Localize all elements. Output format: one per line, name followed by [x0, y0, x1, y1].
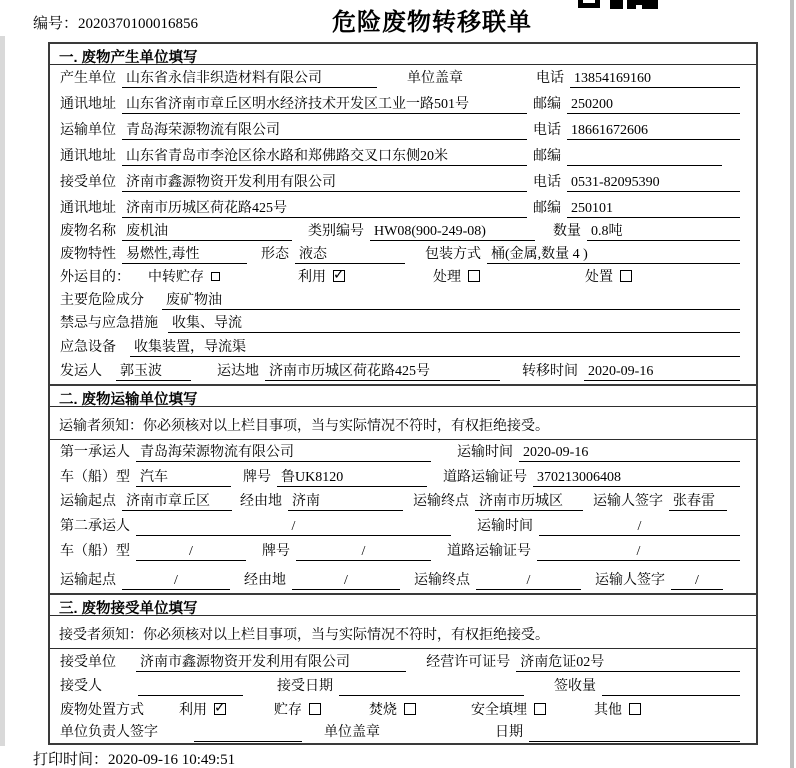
field-value: 2020-09-16 — [584, 362, 740, 381]
field-value: 18661672606 — [567, 121, 740, 140]
field-value — [529, 723, 740, 742]
field-value: 2020-09-16 — [519, 443, 740, 462]
option-label: 利用 — [179, 703, 207, 718]
row-receiver-unit — [50, 169, 756, 195]
row-vehicle-2 — [50, 539, 756, 564]
option-storage — [274, 701, 321, 720]
field-label: 日期 — [495, 725, 523, 740]
field-value: 收集、导流 — [168, 314, 740, 333]
field-label: 废物处置方式 — [60, 703, 144, 718]
field-label: 道路运输证号 — [443, 470, 527, 485]
field-label: 禁忌与应急措施 — [60, 316, 158, 331]
seal-label: 单位盖章 — [407, 71, 463, 86]
receiver-notice: 接受者须知：你必须核对以上栏目事项，当与实际情况不符时，有权拒绝接受。 — [50, 616, 756, 649]
field-value: 汽车 — [136, 468, 231, 487]
field-label: 运输起点 — [60, 494, 116, 509]
print-time-line — [33, 748, 235, 768]
field-value: 山东省永信非织造材料有限公司 — [122, 69, 377, 88]
field-label: 运输时间 — [477, 519, 533, 534]
field-label: 邮编 — [533, 97, 561, 112]
row-transfer-purpose — [50, 267, 756, 290]
row-second-carrier — [50, 514, 756, 539]
field-label: 类别编号 — [308, 224, 364, 239]
field-value: 鲁UK8120 — [277, 468, 427, 487]
row-route-2 — [50, 564, 756, 593]
field-label: 第一承运人 — [60, 445, 130, 460]
field-value: / — [292, 571, 400, 590]
field-value: 山东省青岛市李沧区徐水路和郑佛路交叉口东侧20米 — [122, 147, 527, 166]
field-value: 济南市历城区荷花路425号 — [122, 199, 527, 218]
option-label: 利用 — [298, 270, 326, 285]
field-label: 外运目的： — [60, 270, 130, 285]
row-waste-property — [50, 244, 756, 267]
row-route-1 — [50, 490, 756, 514]
field-label: 通讯地址 — [60, 201, 116, 216]
field-label: 邮编 — [533, 149, 561, 164]
section-receiver-title: 三. 废物接受单位填写 — [50, 595, 756, 616]
print-time-label: 打印时间： — [33, 752, 109, 768]
section-transporter — [50, 384, 756, 593]
option-label: 焚烧 — [369, 703, 397, 718]
field-value — [339, 677, 524, 696]
checkbox-treat — [468, 270, 480, 282]
field-label: 数量 — [553, 224, 581, 239]
field-value: 收集装置，导流渠 — [130, 338, 740, 357]
section-generator — [50, 44, 756, 384]
row-receiver-person — [50, 675, 756, 699]
field-value: HW08(900-249-08) — [370, 222, 535, 241]
qr-block — [627, 5, 636, 9]
field-value: 0531-82095390 — [567, 173, 740, 192]
row-transport-unit — [50, 117, 756, 143]
field-label: 接受日期 — [277, 679, 333, 694]
field-label: 经由地 — [240, 494, 282, 509]
field-label: 废物特性 — [60, 247, 116, 262]
checkbox-utilize — [333, 270, 345, 282]
row-receiver-address — [50, 195, 756, 221]
row-hazard-component — [50, 290, 756, 313]
checkbox-landfill — [534, 703, 546, 715]
field-label: 牌号 — [262, 544, 290, 559]
field-value: 青岛海荣源物流有限公司 — [122, 121, 527, 140]
field-label: 产生单位 — [60, 71, 116, 86]
field-value: / — [122, 571, 230, 590]
option-landfill — [471, 701, 546, 720]
row-producer-address — [50, 91, 756, 117]
field-value — [602, 677, 740, 696]
field-value: / — [136, 517, 451, 536]
row-transport-address — [50, 143, 756, 169]
field-value: 青岛海荣源物流有限公司 — [136, 443, 431, 462]
field-value — [138, 677, 243, 696]
field-label: 运输时间 — [457, 445, 513, 460]
field-value: 济南危证02号 — [516, 653, 740, 672]
checkbox-incinerate — [404, 703, 416, 715]
field-label: 电话 — [533, 123, 561, 138]
field-value: 13854169160 — [570, 69, 740, 88]
field-value: / — [537, 542, 740, 561]
page-edge-right — [790, 0, 794, 768]
option-treat — [433, 268, 480, 287]
field-label: 通讯地址 — [60, 97, 116, 112]
checkbox-dispose — [620, 270, 632, 282]
field-value: 济南市历城区荷花路425号 — [265, 362, 500, 381]
field-label: 邮编 — [533, 201, 561, 216]
field-value: 郭玉波 — [116, 362, 191, 381]
option-label: 中转贮存 — [148, 270, 204, 285]
row-vehicle-1 — [50, 465, 756, 490]
row-emergency-measures — [50, 313, 756, 336]
transporter-notice: 运输者须知：你必须核对以上栏目事项，当与实际情况不符时，有权拒绝接受。 — [50, 407, 756, 440]
print-time-value: 2020-09-16 10:49:51 — [108, 752, 236, 768]
field-value: 济南市历城区 — [475, 492, 583, 511]
field-label: 转移时间 — [522, 364, 578, 379]
field-label: 运输终点 — [414, 573, 470, 588]
field-value: 易燃性,毒性 — [122, 245, 247, 264]
field-label: 车（船）型 — [60, 544, 130, 559]
row-receive-unit — [50, 649, 756, 675]
field-value — [194, 723, 302, 742]
qr-block — [610, 0, 623, 9]
field-label: 通讯地址 — [60, 149, 116, 164]
checkbox-storage — [309, 703, 321, 715]
checkbox-utilize — [214, 703, 226, 715]
field-label: 电话 — [533, 175, 561, 190]
row-first-carrier — [50, 440, 756, 465]
field-label: 包装方式 — [425, 247, 481, 262]
option-label: 处理 — [433, 270, 461, 285]
field-label: 运输人签字 — [593, 494, 663, 509]
field-value: 济南市鑫源物资开发利用有限公司 — [136, 653, 406, 672]
form-title: 危险废物转移联单 — [332, 10, 532, 36]
field-value — [567, 147, 722, 166]
field-value: 济南 — [288, 492, 403, 511]
option-other — [594, 701, 641, 720]
waste-transfer-form — [48, 42, 758, 745]
field-value: 370213006408 — [533, 468, 740, 487]
field-value: 山东省济南市章丘区明水经济技术开发区工业一路501号 — [122, 95, 527, 114]
option-utilize — [298, 268, 345, 287]
field-label: 经由地 — [244, 573, 286, 588]
field-label: 第二承运人 — [60, 519, 130, 534]
field-value: / — [136, 542, 246, 561]
row-emergency-equipment — [50, 336, 756, 360]
qr-code-fragment — [578, 0, 658, 10]
serial-number-line — [33, 12, 198, 33]
option-utilize — [179, 701, 226, 720]
field-value: 0.8吨 — [587, 222, 740, 241]
field-value: 废机油 — [122, 222, 292, 241]
field-label: 发运人 — [60, 364, 102, 379]
field-label: 运输起点 — [60, 573, 116, 588]
field-value: / — [539, 517, 740, 536]
option-label: 处置 — [585, 270, 613, 285]
field-label: 运输人签字 — [595, 573, 665, 588]
field-value: 济南市鑫源物资开发利用有限公司 — [122, 173, 527, 192]
row-responsible-sign — [50, 723, 756, 745]
field-label: 车（船）型 — [60, 470, 130, 485]
field-value: / — [476, 571, 581, 590]
section-receiver — [50, 593, 756, 745]
option-transfer-storage — [148, 268, 220, 287]
field-label: 废物名称 — [60, 224, 116, 239]
field-label: 经营许可证号 — [426, 655, 511, 670]
page-edge-left — [0, 36, 5, 746]
field-label: 电话 — [536, 71, 564, 86]
serial-label: 编号： — [33, 16, 79, 32]
row-disposal-method — [50, 699, 756, 723]
serial-number: 2020370100016856 — [78, 16, 199, 32]
field-value: 张春雷 — [669, 492, 727, 511]
checkbox-other — [629, 703, 641, 715]
field-label: 接受单位 — [60, 655, 116, 670]
row-waste-name — [50, 221, 756, 244]
field-label: 应急设备 — [60, 340, 116, 355]
option-label: 安全填埋 — [471, 703, 527, 718]
qr-eye-icon — [578, 0, 600, 8]
seal-label: 单位盖章 — [324, 725, 380, 740]
field-value: 250200 — [567, 95, 740, 114]
field-label: 运达地 — [217, 364, 259, 379]
field-label: 单位负责人签字 — [60, 725, 158, 740]
qr-block — [642, 5, 658, 9]
field-label: 运输单位 — [60, 123, 116, 138]
field-value: 废矿物油 — [162, 291, 740, 310]
field-label: 主要危险成分 — [60, 293, 144, 308]
field-label: 签收量 — [554, 679, 596, 694]
field-label: 道路运输证号 — [447, 544, 531, 559]
section-generator-title: 一. 废物产生单位填写 — [50, 44, 756, 65]
option-label: 其他 — [594, 703, 622, 718]
field-label: 接受单位 — [60, 175, 116, 190]
field-label: 运输终点 — [413, 494, 469, 509]
section-transporter-title: 二. 废物运输单位填写 — [50, 386, 756, 407]
field-value: / — [671, 571, 723, 590]
option-incinerate — [369, 701, 416, 720]
field-value: 液态 — [295, 245, 405, 264]
row-producer-unit — [50, 65, 756, 91]
option-dispose — [585, 268, 632, 287]
field-label: 形态 — [261, 247, 289, 262]
checkbox-transfer-storage — [211, 272, 220, 281]
field-value: 济南市章丘区 — [122, 492, 232, 511]
field-label: 牌号 — [243, 470, 271, 485]
field-value: / — [296, 542, 431, 561]
field-label: 接受人 — [60, 679, 102, 694]
field-value: 桶(金属,数量 4 ) — [487, 245, 740, 264]
row-consignor — [50, 360, 756, 384]
option-label: 贮存 — [274, 703, 302, 718]
field-value: 250101 — [567, 199, 740, 218]
